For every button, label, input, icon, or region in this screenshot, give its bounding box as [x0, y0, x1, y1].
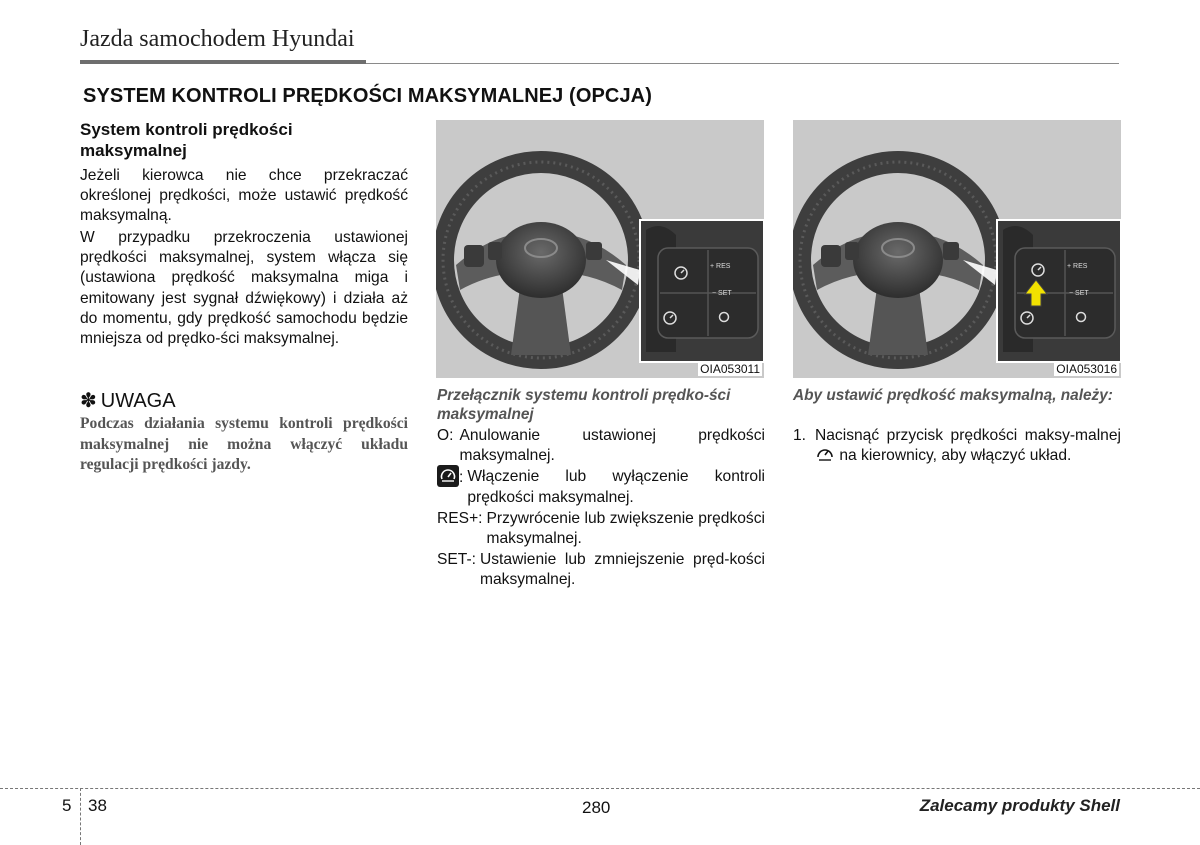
footer-page-number: 280	[582, 798, 611, 817]
header-rule-thin	[366, 63, 1119, 64]
res-button-label: + RES	[1067, 263, 1088, 270]
definition-term: :	[459, 469, 464, 487]
note-heading-label: UWAGA	[100, 390, 176, 412]
definition-desc: Anulowanie ustawionej prędkości maksymalnej.	[459, 427, 765, 465]
subsection-heading-line1: System kontroli prędkości	[80, 120, 293, 139]
paragraph-1: Jeżeli kierowca nie chce przekraczać określonej prędkości, może ustawić prędkość maksymalną.	[80, 167, 408, 225]
speed-limiter-icon	[815, 446, 835, 462]
speed-limiter-icon	[437, 465, 459, 487]
instruction-step	[793, 426, 1121, 466]
definition-desc: Ustawienie lub zmniejszenie pręd-kości maksymalnej.	[480, 551, 765, 589]
figure-steering-wheel-set	[793, 120, 1121, 378]
step-text-after: na kierownicy, aby włączyć układ.	[839, 447, 1072, 465]
definition-term: SET-:	[437, 551, 476, 569]
speed-limiter-icon-svg	[437, 465, 459, 487]
definition-row	[437, 509, 765, 549]
figure-code: OIA053016	[1056, 362, 1117, 376]
subsection-heading-line2: maksymalnej	[80, 141, 187, 160]
steering-wheel-illustration	[436, 120, 764, 378]
running-header: Jazda samochodem Hyundai	[80, 26, 355, 52]
definition-row	[437, 426, 765, 466]
step-text-before: Nacisnąć przycisk prędkości maksy-malnej	[815, 427, 1121, 444]
subsection-heading	[80, 119, 410, 161]
steering-wheel-illustration	[793, 120, 1121, 378]
definition-term-icon-wrap	[437, 467, 463, 507]
figure-code: OIA053011	[700, 362, 760, 376]
figure-caption: Przełącznik systemu kontroli prędko-ści maksymalnej	[437, 387, 731, 423]
footer-divider	[0, 788, 1200, 789]
definition-desc: Przywrócenie lub zwiększenie prędkości maksymalnej.	[486, 509, 765, 548]
footer-divider-vertical	[80, 788, 81, 845]
footer-chapter-number: 5	[62, 796, 72, 815]
definition-row	[437, 467, 765, 507]
section-title: SYSTEM KONTROLI PRĘDKOŚCI MAKSYMALNEJ (OPCJA)	[83, 85, 652, 107]
res-button-label: + RES	[710, 263, 731, 270]
definition-term: RES+:	[437, 509, 483, 527]
note-text: Podczas działania systemu kontroli prędkości maksymalnej nie można włączyć układu regulacji prędkości jazdy.	[80, 415, 408, 473]
header-rule-thick	[80, 60, 366, 64]
step-text	[815, 426, 1121, 466]
definition-desc: Włączenie lub wyłączenie kontroli prędkości maksymalnej.	[467, 468, 765, 506]
definition-term: O:	[437, 427, 454, 444]
paragraph-2: W przypadku przekroczenia ustawionej prędkości maksymalnej, system włącza się (ustawiona prędkość maksymalna miga i emitowany jest sygnał dźwiękowy) i działa aż do momentu, gdy prędkość samochodu będzie mniejsza od prędko-ści maksymalnej.	[80, 229, 408, 348]
set-button-label: − SET	[712, 290, 732, 297]
definitions-list	[437, 426, 765, 592]
step-number: 1.	[793, 427, 807, 444]
definition-row	[437, 550, 765, 590]
footer-tagline: Zalecamy produkty Shell	[919, 796, 1120, 815]
figure-steering-wheel-switch	[436, 120, 764, 378]
set-button-label: − SET	[1069, 290, 1089, 297]
footer-chapter-page: 38	[88, 796, 107, 815]
note-heading	[80, 388, 176, 413]
figure-caption: Aby ustawić prędkość maksymalną, należy:	[793, 387, 1113, 404]
note-asterisk-icon: ✽	[80, 390, 97, 412]
